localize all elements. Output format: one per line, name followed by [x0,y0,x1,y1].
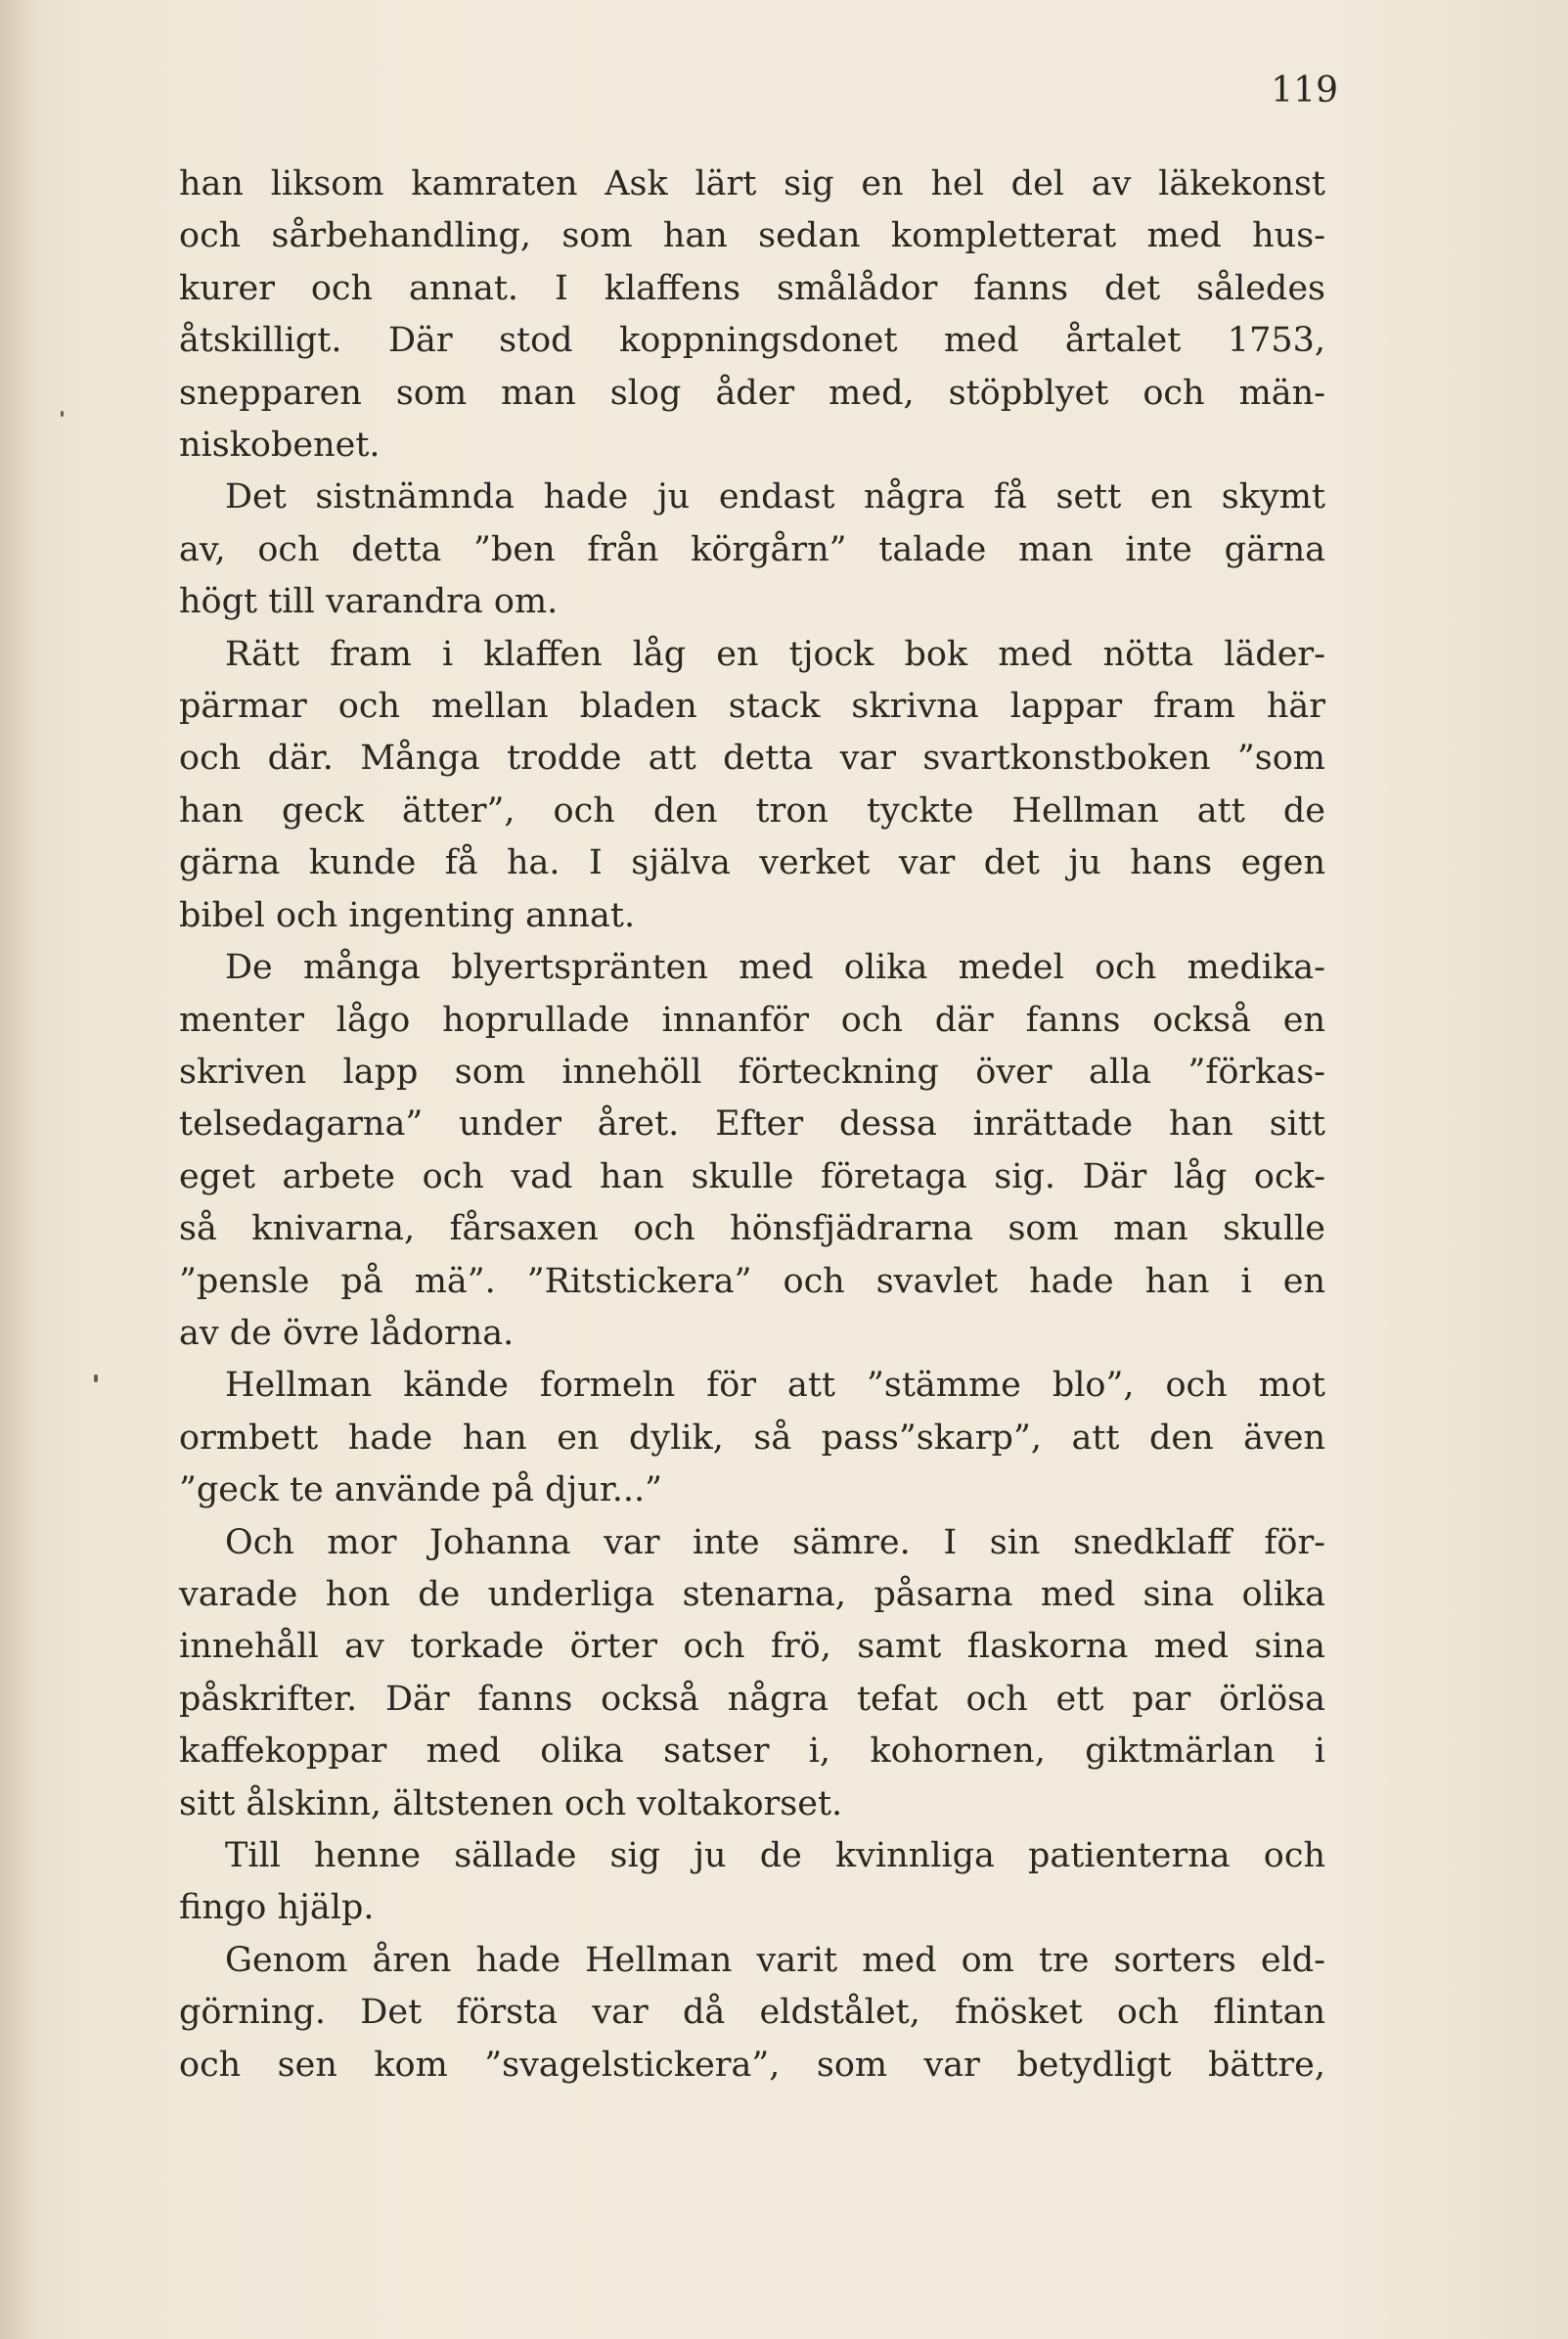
text-line: Det sistnämnda hade ju endast några få sett en skymt [225,477,1325,517]
text-line: menter lågo hoprullade innanför och där fanns också en [179,1000,1325,1040]
text-line: Och mor Johanna var inte sämre. I sin snedklaff för- [225,1522,1325,1562]
text-line: Hellman kände formeln för att ”stämme blo”, och mot [225,1366,1325,1406]
text-line: ”pensle på mä”. ”Ritstickera” och svavlet hade han i en [179,1261,1325,1301]
text-line: sitt ålskinn, ältstenen och voltakorset. [179,1783,843,1823]
paper-speck [61,411,64,417]
text-line: och där. Många trodde att detta var svartkonstboken ”som [179,739,1325,779]
text-line: gärna kunde få ha. I själva verket var det ju hans egen [179,843,1325,883]
text-line: Genom åren hade Hellman varit med om tre sorters eld- [225,1940,1325,1980]
text-line: snepparen som man slog åder med, stöpblyet och män- [179,373,1325,413]
text-line: De många blyertspränten med olika medel och medika- [225,948,1325,988]
text-line: och sårbehandling, som han sedan kompletterat med hus- [179,216,1325,256]
text-line: Till henne sällade sig ju de kvinnliga patienterna och [225,1836,1325,1875]
text-line: han liksom kamraten Ask lärt sig en hel del av läkekonst [179,164,1325,203]
page-number: 119 [1271,70,1338,111]
text-line: ”geck te använde på djur...” [179,1470,663,1510]
text-line: telsedagarna” under året. Efter dessa inrättade han sitt [179,1104,1325,1145]
text-line: görning. Det första var då eldstålet, fnösket och flintan [179,1993,1325,2033]
text-line: kurer och annat. I klaffens smålådor fanns det således [179,268,1325,308]
text-line: så knivarna, fårsaxen och hönsfjädrarna som man skulle [179,1209,1325,1249]
paper-speck [94,1374,98,1382]
text-line: innehåll av torkade örter och frö, samt flaskorna med sina [179,1627,1325,1667]
text-line: kaffekoppar med olika satser i, kohornen, giktmärlan i [179,1732,1325,1772]
text-line: av, och detta ”ben från körgårn” talade man inte gärna [179,529,1325,569]
text-line: och sen kom ”svagelstickera”, som var betydligt bättre, [179,2045,1325,2085]
body-text [179,158,1325,2092]
edge-shading [1451,0,1568,2339]
text-line: åtskilligt. Där stod koppningsdonet med årtalet 1753, [179,321,1325,361]
text-line: påskrifter. Där fanns också några tefat och ett par örlösa [179,1679,1325,1719]
text-line: han geck ätter”, och den tron tyckte Hellman att de [179,790,1325,831]
text-line: Rätt fram i klaffen låg en tjock bok med nötta läder- [225,634,1325,674]
text-line: pärmar och mellan bladen stack skrivna lappar fram här [179,687,1325,727]
gutter-shadow [0,0,39,2339]
text-line: varade hon de underliga stenarna, påsarna med sina olika [179,1574,1325,1614]
text-line: skriven lapp som innehöll förteckning över alla ”förkas- [179,1052,1325,1092]
text-line: ormbett hade han en dylik, så pass”skarp”, att den även [179,1417,1325,1458]
text-line: eget arbete och vad han skulle företaga sig. Där låg ock- [179,1156,1325,1196]
text-line: av de övre lådorna. [179,1313,515,1353]
text-line: bibel och ingenting annat. [179,895,636,935]
text-line: fingo hjälp. [179,1888,375,1928]
text-line: niskobenet. [179,426,381,466]
text-line: högt till varandra om. [179,582,559,622]
